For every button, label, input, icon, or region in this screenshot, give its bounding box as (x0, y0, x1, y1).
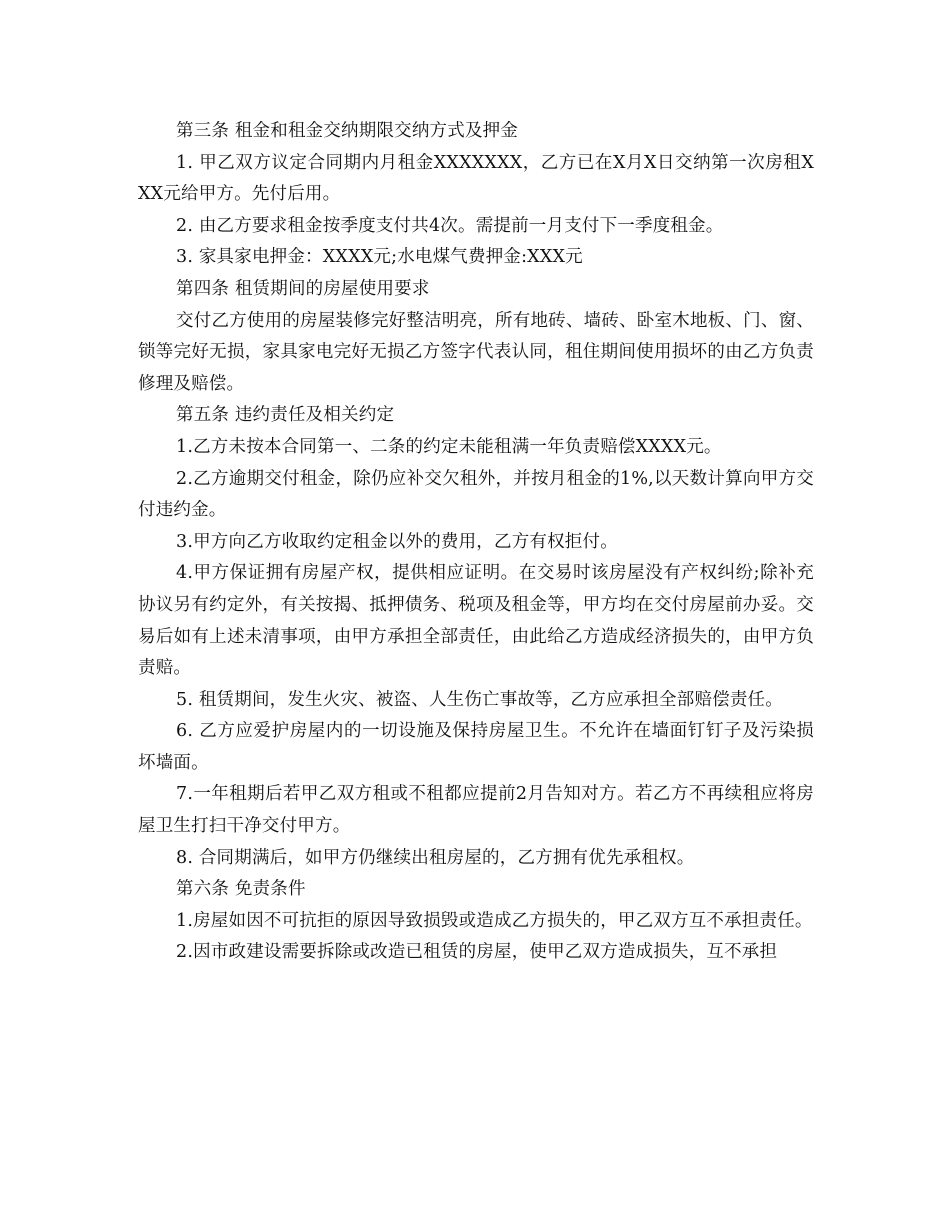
article-5-clause-3: 3.甲方向乙方收取约定租金以外的费用，乙方有权拒付。 (176, 531, 618, 552)
document-body (138, 116, 814, 969)
article-6-clause-1: 1.房屋如因不可抗拒的原因导致损毁或造成乙方损失的，甲乙双方互不承担责任。 (176, 910, 813, 931)
article-6-clause-2: 2.因市政建设需要拆除或改造已租赁的房屋，使甲乙双方造成损失，互不承担 (176, 942, 778, 963)
article-5-clause-4: 4.甲方保证拥有房屋产权，提供相应证明。在交易时该房屋没有产权纠纷;除补充协议另有约定外，有关按揭、抵押债务、税项及租金等，甲方均在交付房屋前办妥。交易后如有上述未清事项，由甲方承担全部责任，由此给乙方造成经济损失的，由甲方负责赔。 (138, 563, 814, 679)
article-3-heading: 第三条 租金和租金交纳期限交纳方式及押金 (176, 121, 519, 141)
article-6-heading: 第六条 免责条件 (176, 879, 306, 900)
article-5-clause-6: 6. 乙方应爱护房屋内的一切设施及保持房屋卫生。不允许在墙面钉钉子及污染损坏墙面。 (138, 721, 814, 773)
article-3-clause-2: 2. 由乙方要求租金按季度支付共4次。需提前一月支付下一季度租金。 (176, 215, 724, 236)
article-5-clause-1: 1.乙方未按本合同第一、二条的约定未能租满一年负责赔偿XXXX元。 (176, 436, 722, 457)
article-5-heading: 第五条 违约责任及相关约定 (176, 405, 395, 426)
article-4-heading: 第四条 租赁期间的房屋使用要求 (176, 278, 430, 299)
article-5-clause-2: 2.乙方逾期交付租金，除仍应补交欠租外，并按月租金的1%,以天数计算向甲方交付违约金。 (138, 468, 814, 521)
article-4-body: 交付乙方使用的房屋装修完好整洁明亮，所有地砖、墙砖、卧室木地板、门、窗、锁等完好无损，家具家电完好无损乙方签字代表认同，租住期间使用损坏的由乙方负责修理及赔偿。 (138, 310, 814, 394)
article-5-clause-7: 7.一年租期后若甲乙双方租或不租都应提前2月告知对方。若乙方不再续租应将房屋卫生打扫干净交付甲方。 (138, 784, 814, 837)
article-5-clause-5: 5. 租赁期间，发生火灾、被盗、人生伤亡事故等，乙方应承担全部赔偿责任。 (176, 689, 783, 710)
article-3-clause-3: 3. 家具家电押金：XXXX元;水电煤气费押金:XXX元 (176, 247, 583, 268)
article-3-clause-1: 1. 甲乙双方议定合同期内月租金XXXXXXX，乙方已在X月X日交纳第一次房租XXX元给甲方。先付后用。 (138, 152, 814, 205)
article-5-clause-8: 8. 合同期满后，如甲方仍继续出租房屋的，乙方拥有优先承租权。 (176, 847, 695, 868)
